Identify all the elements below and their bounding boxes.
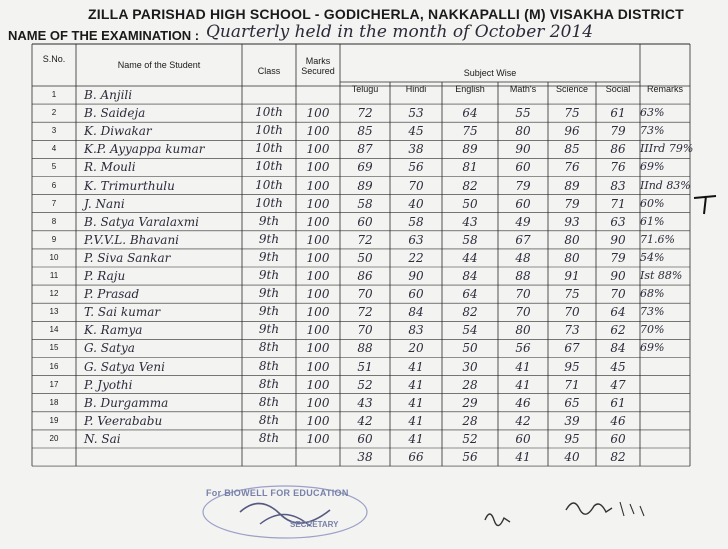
row-science: 95 xyxy=(564,359,580,374)
row-telugu: 51 xyxy=(357,359,373,374)
row-class: 8th xyxy=(258,430,280,445)
row-english: 43 xyxy=(462,214,478,229)
row-maths: 55 xyxy=(515,106,531,121)
row-telugu: 43 xyxy=(357,395,373,410)
row-telugu: 86 xyxy=(357,269,373,283)
row-hindi: 90 xyxy=(408,269,424,283)
row-maths: 48 xyxy=(515,250,531,265)
row-maths: 70 xyxy=(515,305,531,320)
row-english: 52 xyxy=(462,431,478,446)
row-english: 64 xyxy=(462,106,478,121)
row-hindi: 70 xyxy=(408,178,424,193)
school-title: ZILLA PARISHAD HIGH SCHOOL - GODICHERLA, NAKKAPALLI (M) VISAKHA DISTRICT xyxy=(88,6,684,22)
row-sno: 12 xyxy=(49,289,59,299)
row-maths: 41 xyxy=(515,359,531,374)
row-telugu: 72 xyxy=(357,305,373,320)
row-name: B. Satya Varalaxmi xyxy=(84,214,199,229)
row-name: J. Nani xyxy=(84,196,125,211)
row-sno: 18 xyxy=(49,397,59,407)
row-sno: 3 xyxy=(51,126,57,136)
row-science: 91 xyxy=(564,269,580,283)
row-class: 10th xyxy=(255,159,283,174)
row-english: 50 xyxy=(462,196,478,211)
col-header-sno: S.No. xyxy=(42,54,66,64)
row-science: 80 xyxy=(564,250,580,265)
exam-value: Quarterly held in the month of October 2014 xyxy=(206,22,594,42)
row-sno: 16 xyxy=(49,361,59,371)
row-class: 9th xyxy=(258,304,280,319)
row-social: 79 xyxy=(610,250,626,265)
row-science: 80 xyxy=(564,232,580,247)
row-maths: 80 xyxy=(515,323,531,338)
row-telugu: 50 xyxy=(357,250,373,265)
row-english: 89 xyxy=(462,142,478,157)
row-name: K. Ramya xyxy=(84,323,143,338)
row-class: 9th xyxy=(258,213,280,228)
row-telugu: 69 xyxy=(357,160,373,175)
row-telugu: 42 xyxy=(357,413,373,428)
col-header-subject: Hindi xyxy=(405,84,427,94)
row-name: N. Sai xyxy=(84,431,121,446)
row-english: 30 xyxy=(462,359,478,374)
row-science: 96 xyxy=(564,124,580,139)
row-english: 44 xyxy=(462,250,478,265)
row-sno: 7 xyxy=(51,198,57,208)
row-name: P. Siva Sankar xyxy=(84,250,171,265)
row-hindi: 60 xyxy=(408,287,424,302)
row-class: 8th xyxy=(258,394,280,409)
row-class: 10th xyxy=(255,177,283,192)
row-social: 71 xyxy=(610,196,626,211)
col-header-name: Name of the Student xyxy=(117,60,201,70)
row-class: 8th xyxy=(258,412,280,427)
col-header-subject-wise: Subject Wise xyxy=(463,68,517,78)
row-telugu: 70 xyxy=(357,287,373,302)
row-social: 46 xyxy=(610,413,626,428)
row-remark: IInd 83% xyxy=(640,178,691,192)
row-science: 39 xyxy=(564,413,580,428)
row-class: 10th xyxy=(255,141,283,156)
row-marks: 100 xyxy=(306,395,330,410)
col-header-subject: Math's xyxy=(509,84,537,94)
row-marks: 100 xyxy=(306,142,330,157)
row-social: 45 xyxy=(610,359,626,374)
row-class: 10th xyxy=(255,105,283,120)
col-header-class: Class xyxy=(257,66,281,76)
row-telugu: 60 xyxy=(357,431,373,446)
signature-mark xyxy=(480,500,540,530)
row-remark: 73% xyxy=(640,305,665,319)
row-marks: 100 xyxy=(306,323,330,338)
row-science: 70 xyxy=(564,305,580,320)
row-telugu: 58 xyxy=(357,196,373,211)
row-maths: 80 xyxy=(515,124,531,139)
row-english: 28 xyxy=(462,413,478,428)
row-science: 85 xyxy=(564,142,580,157)
row-science: 40 xyxy=(564,450,580,464)
row-name: R. Mouli xyxy=(84,160,136,175)
row-marks: 100 xyxy=(306,250,330,265)
row-science: 89 xyxy=(564,178,580,193)
row-marks: 100 xyxy=(306,106,330,121)
row-name: P.V.V.L. Bhavani xyxy=(84,232,180,247)
row-sno: 13 xyxy=(49,307,59,317)
signature-principal xyxy=(560,492,670,526)
row-social: 62 xyxy=(610,323,626,338)
row-maths: 60 xyxy=(515,196,531,211)
row-telugu: 85 xyxy=(357,124,373,139)
row-science: 93 xyxy=(564,214,580,229)
row-marks: 100 xyxy=(306,178,330,193)
row-hindi: 83 xyxy=(408,323,424,338)
row-science: 75 xyxy=(564,106,580,121)
stamp-secretary: SECRETARY xyxy=(290,520,339,529)
row-social: 61 xyxy=(610,106,626,121)
row-marks: 100 xyxy=(306,124,330,139)
row-remark: 71.6% xyxy=(640,232,675,246)
row-english: 56 xyxy=(462,450,478,464)
row-english: 84 xyxy=(462,269,478,283)
col-header-subject: Telugu xyxy=(351,84,379,94)
row-english: 54 xyxy=(462,323,478,338)
row-telugu: 72 xyxy=(357,106,373,121)
row-marks: 100 xyxy=(306,269,330,283)
row-hindi: 41 xyxy=(408,413,424,428)
row-hindi: 38 xyxy=(408,142,424,157)
row-telugu: 70 xyxy=(357,323,373,338)
row-name: P. Veerababu xyxy=(84,413,163,428)
exam-label: NAME OF THE EXAMINATION : xyxy=(8,28,200,43)
row-remark: IIIrd 79% xyxy=(640,142,694,156)
row-hindi: 22 xyxy=(408,250,424,265)
row-marks: 100 xyxy=(306,359,330,374)
row-science: 73 xyxy=(564,323,580,338)
row-english: 58 xyxy=(462,232,478,247)
row-social: 84 xyxy=(610,341,626,356)
row-english: 82 xyxy=(462,178,478,193)
row-sno: 2 xyxy=(51,108,57,118)
row-name: P. Prasad xyxy=(84,287,140,302)
row-name: P. Raju xyxy=(84,269,126,283)
row-science: 76 xyxy=(564,160,580,175)
row-class: 9th xyxy=(258,231,280,246)
row-sno: 14 xyxy=(49,325,59,335)
row-marks: 100 xyxy=(306,232,330,247)
row-english: 28 xyxy=(462,377,478,392)
row-science: 65 xyxy=(564,395,580,410)
row-name: G. Satya xyxy=(84,341,135,356)
row-maths: 60 xyxy=(515,160,531,175)
row-english: 50 xyxy=(462,341,478,356)
row-hindi: 41 xyxy=(408,431,424,446)
row-science: 75 xyxy=(564,287,580,302)
row-hindi: 41 xyxy=(408,395,424,410)
row-class: 9th xyxy=(258,268,280,282)
row-sno: 9 xyxy=(51,234,57,244)
row-maths: 79 xyxy=(515,178,531,193)
row-marks: 100 xyxy=(306,413,330,428)
row-class: 10th xyxy=(255,195,283,210)
row-sno: 11 xyxy=(49,271,59,280)
row-sno: 4 xyxy=(51,144,57,154)
row-social: 86 xyxy=(610,142,626,157)
row-maths: 56 xyxy=(515,341,531,356)
row-remark: 61% xyxy=(640,214,665,228)
row-science: 71 xyxy=(564,377,580,392)
row-maths: 46 xyxy=(515,395,531,410)
row-hindi: 40 xyxy=(408,196,424,211)
row-class: 9th xyxy=(258,322,280,337)
col-header-subject: English xyxy=(455,84,485,94)
row-hindi: 20 xyxy=(408,341,424,356)
row-class: 8th xyxy=(258,376,280,391)
row-name: B. Durgamma xyxy=(84,395,169,410)
row-social: 76 xyxy=(610,160,626,175)
row-marks: 100 xyxy=(306,160,330,175)
row-sno: 15 xyxy=(49,343,59,353)
row-class: 10th xyxy=(255,123,283,138)
row-hindi: 63 xyxy=(408,232,424,247)
row-telugu: 52 xyxy=(357,377,373,392)
row-social: 83 xyxy=(610,178,626,193)
row-hindi: 66 xyxy=(408,450,424,464)
row-social: 90 xyxy=(610,269,626,283)
row-social: 79 xyxy=(610,124,626,139)
row-social: 47 xyxy=(610,377,626,392)
row-marks: 100 xyxy=(306,196,330,211)
row-social: 64 xyxy=(610,305,626,320)
row-english: 82 xyxy=(462,305,478,320)
row-maths: 49 xyxy=(515,214,531,229)
col-header-remarks: Remarks xyxy=(646,84,683,94)
row-telugu: 72 xyxy=(357,232,373,247)
row-english: 75 xyxy=(462,124,478,139)
row-social: 60 xyxy=(610,431,626,446)
row-remark: Ist 88% xyxy=(640,269,683,282)
row-marks: 100 xyxy=(306,214,330,229)
row-maths: 42 xyxy=(515,413,531,428)
row-class: 9th xyxy=(258,249,280,264)
row-social: 61 xyxy=(610,395,626,410)
row-science: 67 xyxy=(564,341,580,356)
row-remark: 69% xyxy=(640,341,665,355)
row-social: 70 xyxy=(610,287,626,302)
row-sno: 17 xyxy=(49,379,59,389)
row-name: P. Jyothi xyxy=(84,377,133,392)
row-name: K. Diwakar xyxy=(84,124,152,139)
row-sno: 1 xyxy=(51,90,57,99)
row-name: T. Sai kumar xyxy=(84,305,161,320)
row-telugu: 87 xyxy=(357,142,373,157)
row-marks: 100 xyxy=(306,431,330,446)
row-social: 63 xyxy=(610,214,626,229)
row-english: 64 xyxy=(462,287,478,302)
row-marks: 100 xyxy=(306,377,330,392)
row-social: 82 xyxy=(610,450,626,464)
row-english: 29 xyxy=(462,395,478,410)
row-telugu: 38 xyxy=(357,450,373,464)
check-mark xyxy=(690,190,720,218)
row-remark: 54% xyxy=(640,250,665,264)
row-sno: 19 xyxy=(49,415,59,425)
row-maths: 67 xyxy=(515,232,531,247)
row-class: 9th xyxy=(258,286,280,301)
row-name: K.P. Ayyappa kumar xyxy=(84,142,205,157)
row-remark: 73% xyxy=(640,124,665,138)
row-marks: 100 xyxy=(306,305,330,320)
row-telugu: 88 xyxy=(357,341,373,356)
row-remark: 63% xyxy=(640,106,665,120)
row-maths: 88 xyxy=(515,269,531,283)
row-remark: 69% xyxy=(640,160,665,174)
row-science: 79 xyxy=(564,196,580,211)
row-class: 8th xyxy=(258,358,280,373)
row-social: 90 xyxy=(610,232,626,247)
row-sno: 8 xyxy=(51,216,57,226)
row-hindi: 56 xyxy=(408,160,424,175)
row-hindi: 41 xyxy=(408,359,424,374)
row-sno: 6 xyxy=(51,180,57,190)
row-maths: 90 xyxy=(515,142,531,157)
row-name: B. Anjili xyxy=(84,88,133,102)
row-remark: 68% xyxy=(640,287,665,301)
row-marks: 100 xyxy=(306,341,330,356)
row-maths: 60 xyxy=(515,431,531,446)
row-hindi: 84 xyxy=(408,305,424,320)
col-header-subject: Science xyxy=(555,84,589,94)
row-hindi: 45 xyxy=(408,124,424,139)
row-name: K. Trimurthulu xyxy=(84,178,175,193)
row-science: 95 xyxy=(564,431,580,446)
row-maths: 41 xyxy=(515,377,531,392)
row-hindi: 41 xyxy=(408,377,424,392)
row-remark: 70% xyxy=(640,323,665,337)
row-maths: 41 xyxy=(515,450,531,464)
row-english: 81 xyxy=(462,160,478,175)
row-sno: 20 xyxy=(49,433,59,443)
row-maths: 70 xyxy=(515,287,531,302)
stamp-text: For BIOWELL FOR EDUCATION xyxy=(206,488,349,498)
row-name: G. Satya Veni xyxy=(84,359,165,374)
row-marks: 100 xyxy=(306,287,330,302)
col-header-marks: Marks Secured xyxy=(301,56,335,76)
row-hindi: 53 xyxy=(408,106,424,121)
row-telugu: 60 xyxy=(357,214,373,229)
row-sno: 10 xyxy=(49,252,59,262)
row-remark: 60% xyxy=(640,196,665,210)
row-telugu: 89 xyxy=(357,178,373,193)
row-hindi: 58 xyxy=(408,214,424,229)
row-sno: 5 xyxy=(51,162,57,172)
col-header-subject: Social xyxy=(605,84,631,94)
row-class: 8th xyxy=(258,340,280,355)
row-name: B. Saideja xyxy=(84,106,146,121)
